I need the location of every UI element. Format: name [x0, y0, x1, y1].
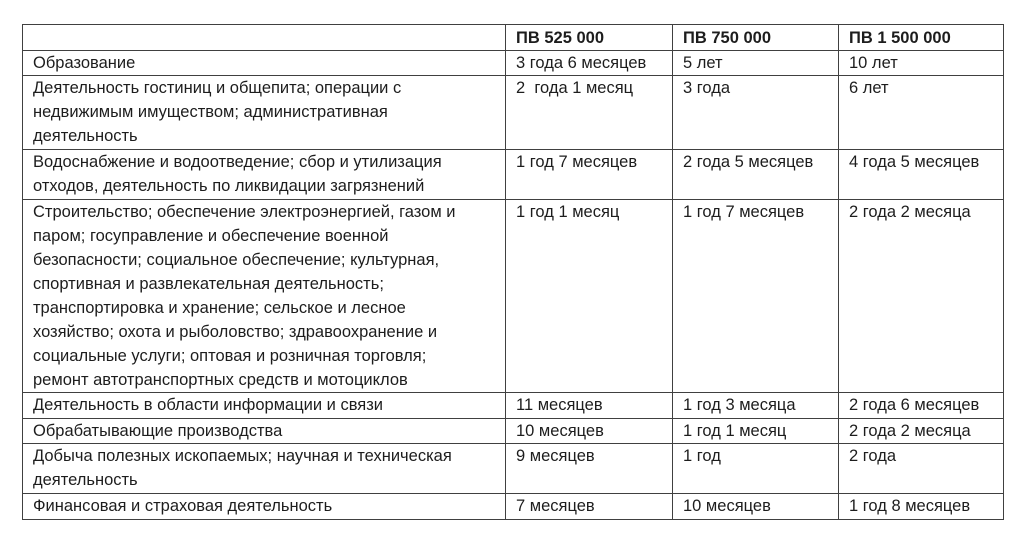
- table-row: [23, 419, 1004, 444]
- category-cell: Обрабатывающие производства: [23, 419, 506, 444]
- value-cell: 3 года: [673, 76, 839, 150]
- value-cell: 11 месяцев: [506, 393, 673, 419]
- value-cell: 5 лет: [673, 51, 839, 76]
- value-cell: 1 год 1 месяц: [673, 419, 839, 444]
- value-cell: 1 год 8 месяцев: [839, 494, 1004, 520]
- value-cell: 1 год 7 месяцев: [673, 200, 839, 393]
- table-row: [23, 393, 1004, 419]
- header-row: [23, 25, 1004, 51]
- category-cell: Водоснабжение и водоотведение; сбор и утилизация отходов, деятельность по ликвидации загрязнений: [23, 150, 506, 200]
- table-row: [23, 200, 1004, 393]
- header-cell-pv-525000: ПВ 525 000: [506, 25, 673, 51]
- category-cell: Деятельность гостиниц и общепита; операции с недвижимым имуществом; административная деятельность: [23, 76, 506, 150]
- value-cell: 1 год 3 месяца: [673, 393, 839, 419]
- category-cell: Финансовая и страховая деятельность: [23, 494, 506, 520]
- category-cell: Добыча полезных ископаемых; научная и техническая деятельность: [23, 444, 506, 494]
- header-cell-category: [23, 25, 506, 51]
- table-row: [23, 51, 1004, 76]
- header-cell-pv-1500000: ПВ 1 500 000: [839, 25, 1004, 51]
- value-cell: 10 лет: [839, 51, 1004, 76]
- value-cell: 2 года 1 месяц: [506, 76, 673, 150]
- category-cell: Строительство; обеспечение электроэнергией, газом и паром; госуправление и обеспечение военной безопасности; социальное обеспечение; культурная, спортивная и развлекательная деятельность; транспортировка и хранение; сельское и лесное хозяйство; охота и рыболовство; здравоохранение и социальные услуги; оптовая и розничная торговля; ремонт автотранспортных средств и мотоциклов: [23, 200, 506, 393]
- value-cell: 2 года 6 месяцев: [839, 393, 1004, 419]
- value-cell: 4 года 5 месяцев: [839, 150, 1004, 200]
- value-cell: 9 месяцев: [506, 444, 673, 494]
- value-cell: 7 месяцев: [506, 494, 673, 520]
- value-cell: 3 года 6 месяцев: [506, 51, 673, 76]
- header-cell-pv-750000: ПВ 750 000: [673, 25, 839, 51]
- value-cell: 10 месяцев: [673, 494, 839, 520]
- value-cell: 2 года: [839, 444, 1004, 494]
- table-row: [23, 444, 1004, 494]
- value-cell: 1 год 7 месяцев: [506, 150, 673, 200]
- payout-duration-table: [22, 24, 1004, 520]
- value-cell: 2 года 2 месяца: [839, 200, 1004, 393]
- category-cell: Образование: [23, 51, 506, 76]
- value-cell: 2 года 2 месяца: [839, 419, 1004, 444]
- value-cell: 6 лет: [839, 76, 1004, 150]
- value-cell: 1 год 1 месяц: [506, 200, 673, 393]
- category-cell: Деятельность в области информации и связи: [23, 393, 506, 419]
- value-cell: 2 года 5 месяцев: [673, 150, 839, 200]
- table-row: [23, 76, 1004, 150]
- table-row: [23, 150, 1004, 200]
- table-row: [23, 494, 1004, 520]
- value-cell: 1 год: [673, 444, 839, 494]
- value-cell: 10 месяцев: [506, 419, 673, 444]
